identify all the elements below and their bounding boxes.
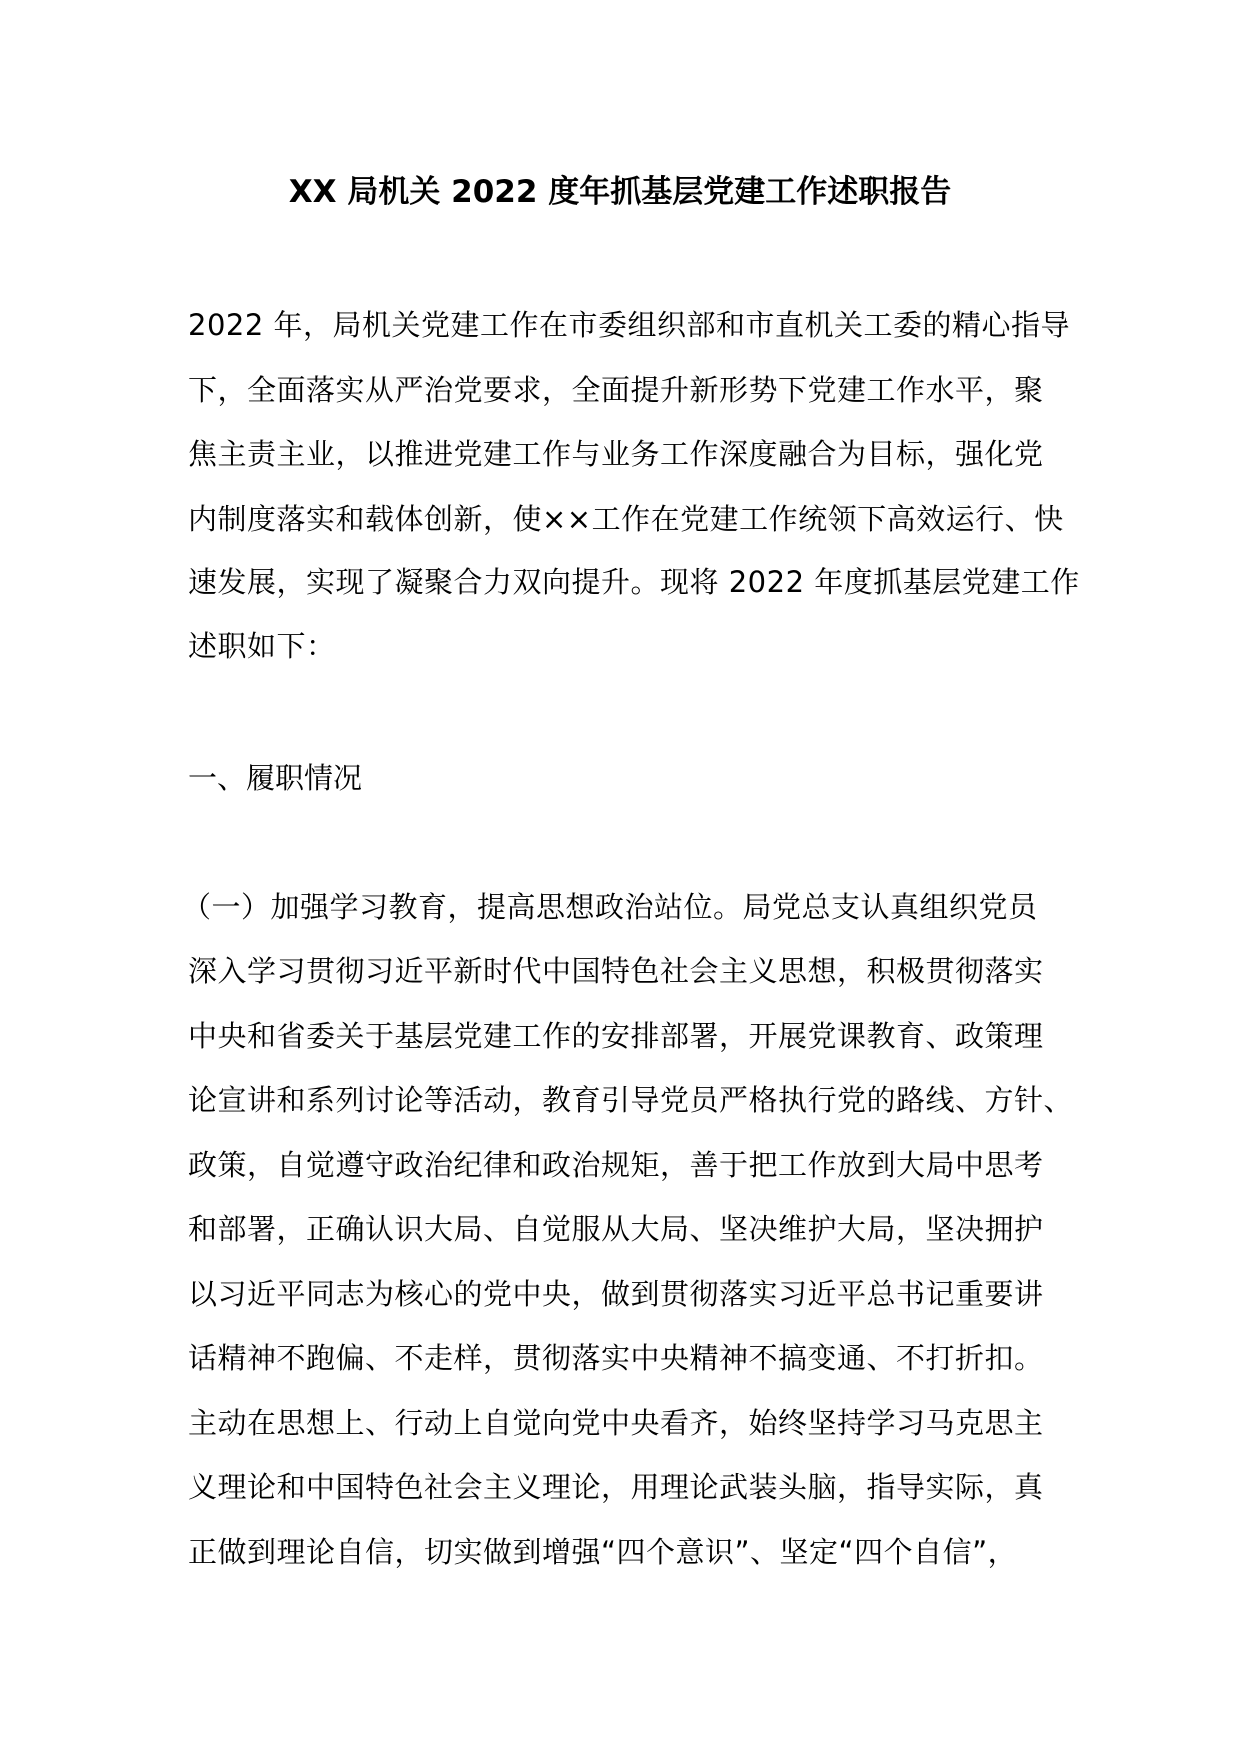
paragraph-line: 深入学习贯彻习近平新时代中国特色社会主义思想，积极贯彻落实 xyxy=(188,954,1044,988)
section-heading: 一、履职情况 xyxy=(188,761,363,795)
paragraph-line: 政策，自觉遵守政治纪律和政治规矩，善于把工作放到大局中思考 xyxy=(188,1148,1044,1182)
paragraph-line: 速发展，实现了凝聚合力双向提升。现将 2022 年度抓基层党建工作 xyxy=(188,565,1080,599)
document-title: XX 局机关 2022 度年抓基层党建工作述职报告 xyxy=(288,174,952,210)
paragraph-line: 述职如下： xyxy=(188,629,336,663)
paragraph-line: 主动在思想上、行动上自觉向党中央看齐，始终坚持学习马克思主 xyxy=(188,1406,1044,1440)
paragraph-line: （一）加强学习教育，提高思想政治站位。局党总支认真组织党员 xyxy=(182,890,1038,924)
paragraph-line: 2022 年，局机关党建工作在市委组织部和市直机关工委的精心指导 xyxy=(188,308,1071,342)
paragraph-line: 焦主责主业，以推进党建工作与业务工作深度融合为目标，强化党 xyxy=(188,437,1044,471)
paragraph-line: 以习近平同志为核心的党中央，做到贯彻落实习近平总书记重要讲 xyxy=(188,1277,1044,1311)
paragraph-line: 话精神不跑偏、不走样，贯彻落实中央精神不搞变通、不打折扣。 xyxy=(188,1341,1044,1375)
paragraph-line: 正做到理论自信，切实做到增强“四个意识”、坚定“四个自信”， xyxy=(188,1535,1018,1569)
paragraph-line: 内制度落实和载体创新，使××工作在党建工作统领下高效运行、快 xyxy=(188,502,1064,536)
paragraph-line: 论宣讲和系列讨论等活动，教育引导党员严格执行党的路线、方针、 xyxy=(188,1083,1074,1117)
paragraph-line: 和部署，正确认识大局、自觉服从大局、坚决维护大局，坚决拥护 xyxy=(188,1212,1044,1246)
paragraph-line: 义理论和中国特色社会主义理论，用理论武装头脑，指导实际，真 xyxy=(188,1470,1044,1504)
paragraph-line: 中央和省委关于基层党建工作的安排部署，开展党课教育、政策理 xyxy=(188,1019,1044,1053)
paragraph-line: 下，全面落实从严治党要求，全面提升新形势下党建工作水平，聚 xyxy=(188,373,1044,407)
